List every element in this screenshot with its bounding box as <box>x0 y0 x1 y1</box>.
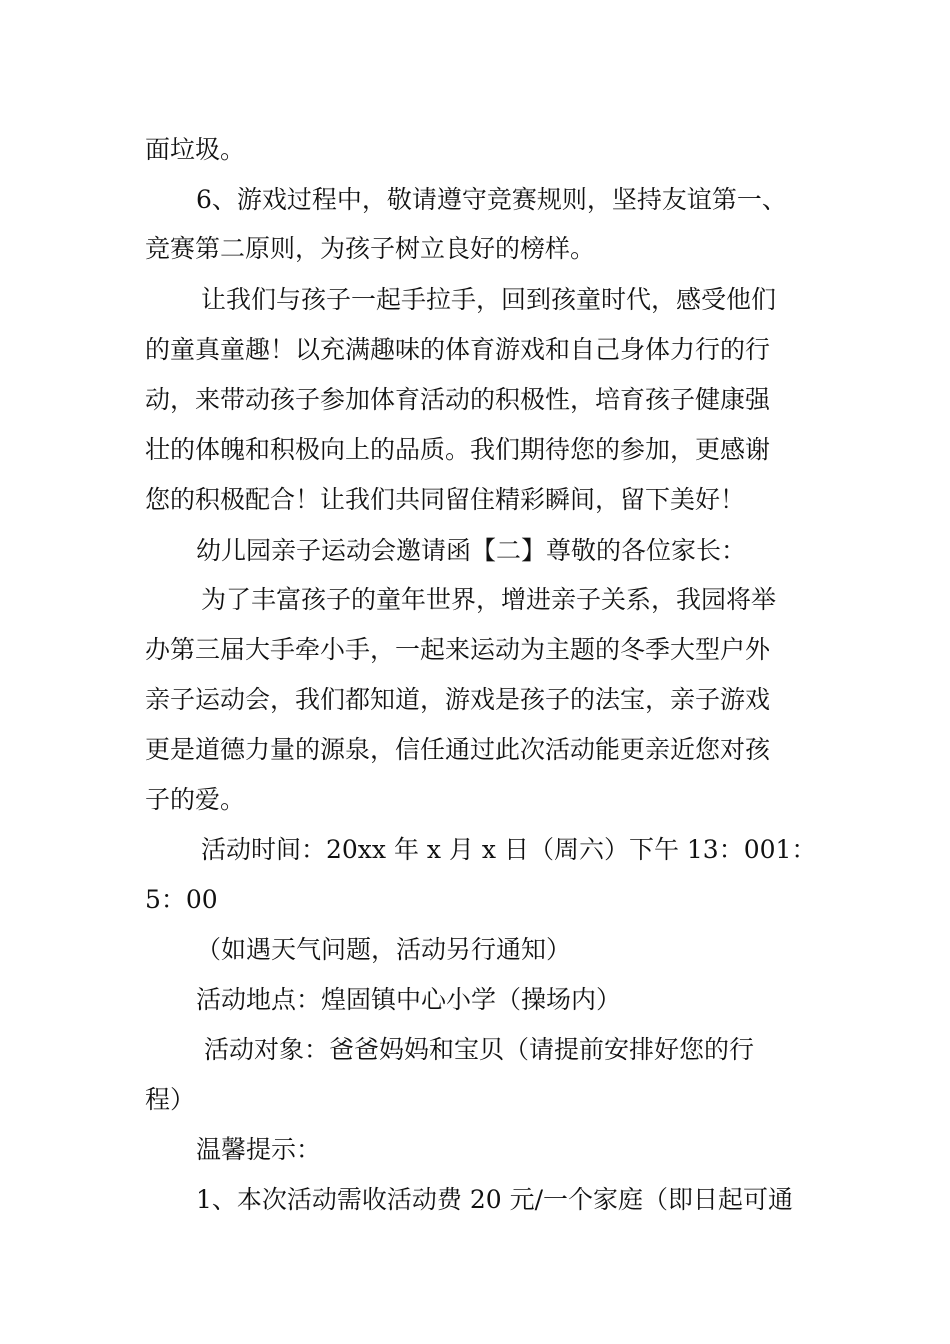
tips-heading: 温馨提示： <box>196 1135 322 1164</box>
text-line: 子的爱。 <box>145 785 246 814</box>
text-line: 竞赛第二原则，为孩子树立良好的榜样。 <box>145 234 596 263</box>
text-line: 壮的体魄和积极向上的品质。我们期待您的参加，更感谢 <box>145 435 771 464</box>
activity-time-line: 活动时间：20xx 年 x 月 x 日（周六）下午 13：001： <box>201 835 817 864</box>
text-line: 办第三届大手牵小手，一起来运动为主题的冬季大型户外 <box>145 635 771 664</box>
text-line: 的童真童趣！以充满趣味的体育游戏和自己身体力行的行 <box>145 335 771 364</box>
tip-item: 1、本次活动需收活动费 20 元/一个家庭（即日起可通 <box>196 1185 794 1214</box>
text-line: 亲子运动会，我们都知道，游戏是孩子的法宝，亲子游戏 <box>145 685 771 714</box>
text-line: 动，来带动孩子参加体育活动的积极性，培育孩子健康强 <box>145 385 771 414</box>
text-line: 更是道德力量的源泉，信任通过此次活动能更亲近您对孩 <box>145 735 771 764</box>
text-line: 6、游戏过程中，敬请遵守竞赛规则，坚持友谊第一、 <box>196 185 787 214</box>
weather-notice-line: （如遇天气问题，活动另行通知） <box>196 935 572 964</box>
activity-audience-line: 活动对象：爸爸妈妈和宝贝（请提前安排好您的行 <box>204 1035 755 1064</box>
activity-audience-line-cont: 程） <box>145 1085 196 1114</box>
text-line: 您的积极配合！让我们共同留住精彩瞬间，留下美好！ <box>145 485 746 514</box>
text-line: 为了丰富孩子的童年世界，增进亲子关系，我园将举 <box>201 585 777 614</box>
text-line: 面垃圾。 <box>145 135 246 164</box>
section-heading-line: 幼儿园亲子运动会邀请函【二】尊敬的各位家长： <box>196 536 747 565</box>
activity-location-line: 活动地点：煌固镇中心小学（操场内） <box>196 985 622 1014</box>
activity-time-line-cont: 5：00 <box>145 885 218 914</box>
text-line: 让我们与孩子一起手拉手，回到孩童时代，感受他们 <box>201 285 777 314</box>
